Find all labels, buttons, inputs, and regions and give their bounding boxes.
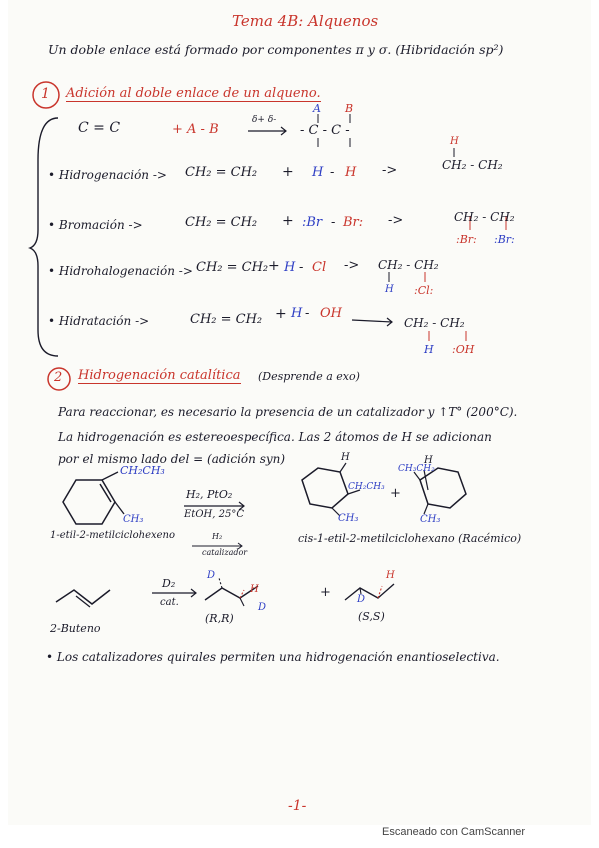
reaction-product: CH₂ - CH₂ — [404, 316, 465, 330]
product-ss-h: H — [386, 570, 395, 581]
product-rr-h: H — [250, 584, 259, 595]
reaction-product: CH₂ - CH₂ — [378, 258, 439, 272]
product-rr-d-top: D — [207, 570, 216, 581]
reaction-plus: + — [282, 213, 294, 229]
reagent-dash: - — [299, 260, 304, 275]
product-sub-right: :Cl: — [414, 284, 434, 297]
product-sub-left: H — [385, 284, 394, 295]
general-reagent: + A - B — [172, 122, 219, 137]
conditions-bottom: EtOH, 25°C — [184, 509, 244, 520]
reagent-dash: - — [330, 165, 335, 180]
closing-note: • Los catalizadores quirales permiten una hidrogenación enantioselectiva. — [46, 650, 500, 664]
general-label-a: A — [313, 102, 321, 115]
product-rr-d-bottom: D — [258, 602, 267, 613]
reaction-product: CH₂ - CH₂ — [454, 210, 515, 224]
2-butene-name: 2-Buteno — [50, 622, 101, 635]
product-ss-d: D — [357, 594, 366, 605]
reactant-name: 1-etil-2-metilciclohexeno — [50, 530, 176, 541]
product-2-h: H — [424, 455, 433, 466]
product-2-ethyl: CH₃CH₂ — [398, 464, 435, 474]
conditions-top: H₂, PtO₂ — [186, 488, 233, 501]
cyclohexene-ring — [63, 480, 115, 524]
reagent-left: H — [284, 260, 296, 275]
reagent-right: Cl — [312, 260, 327, 275]
reaction-name: • Hidratación -> — [48, 314, 150, 328]
reagent-dash: - — [305, 306, 310, 321]
general-label-b: B — [345, 102, 354, 115]
reaction-plus: + — [268, 258, 280, 274]
reactant-substituent-methyl: CH₃ — [123, 514, 144, 525]
reaction-lhs: CH₂ = CH₂ — [196, 260, 269, 275]
product-sub-right: :Br: — [494, 233, 515, 246]
cyclohexane-product-1 — [302, 468, 348, 508]
reaction-lhs: CH₂ = CH₂ — [185, 165, 258, 180]
reaction-name: • Hidrogenación -> — [48, 168, 167, 182]
reaction-plus: + — [282, 164, 294, 180]
reagent-left: H — [291, 306, 303, 321]
reaction-product: CH₂ - CH₂ — [442, 158, 503, 172]
reaction-lhs: CH₂ = CH₂ — [190, 312, 263, 327]
product-sub-right: :OH — [452, 343, 475, 356]
reagent-right: OH — [320, 306, 342, 321]
product-plus-2: + — [320, 585, 331, 600]
section-1-title: Adición al doble enlace de un alqueno. — [66, 86, 321, 101]
reaction-lhs: CH₂ = CH₂ — [185, 215, 258, 230]
product-2-methyl: CH₃ — [420, 514, 441, 525]
reaction-arrow: -> — [382, 163, 398, 178]
reagent-left: :Br — [302, 215, 323, 230]
paragraph-3: por el mismo lado del = (adición syn) — [58, 452, 286, 466]
product-ss-label: (S,S) — [358, 610, 385, 623]
product-top-label: H — [450, 136, 459, 147]
reactant-substituent-ethyl: CH₂CH₃ — [120, 464, 165, 477]
intro-text: Un doble enlace está formado por componentes π y σ. (Hibridación sp²) — [48, 42, 504, 57]
reaction-arrow: -> — [344, 258, 360, 273]
section-2-note: (Desprende a exo) — [258, 370, 360, 383]
product-1-methyl: CH₃ — [338, 513, 359, 524]
paragraph-1: Para reaccionar, es necesario la presencia de un catalizador y ↑T° (200°C). — [58, 405, 518, 419]
reaction-arrow: -> — [388, 213, 404, 228]
cyclohexane-product-2 — [420, 468, 466, 508]
reagent-dash: - — [331, 215, 336, 230]
alt-conditions-top: H₂ — [212, 532, 223, 541]
scanner-watermark: Escaneado con CamScanner — [382, 826, 526, 838]
reaction-name: • Bromación -> — [48, 218, 143, 232]
alt-conditions-bottom: catalizador — [202, 548, 248, 557]
catalyst-label: cat. — [160, 597, 179, 608]
product-sub-left: H — [424, 343, 434, 356]
product-plus: + — [390, 486, 401, 501]
general-arrow-label: δ+ δ- — [252, 115, 277, 125]
reagent-left: H — [312, 165, 324, 180]
reagent-right: Br: — [343, 215, 364, 230]
paragraph-2: La hidrogenación es estereoespecífica. Las 2 átomos de H se adicionan — [58, 430, 492, 444]
general-lhs: C = C — [78, 120, 121, 136]
butane-product-ss — [345, 584, 394, 600]
reaction-plus: + — [275, 306, 287, 322]
page-title: Tema 4B: Alquenos — [232, 12, 379, 30]
reagent-right: H — [345, 165, 357, 180]
product-sub-left: :Br: — [456, 233, 477, 246]
section-2-number: 2 — [54, 370, 63, 385]
d2-reagent: D₂ — [162, 577, 176, 590]
product-1-ethyl: CH₂CH₃ — [348, 482, 385, 492]
reaction-name: • Hidrohalogenación -> — [48, 264, 193, 278]
product-rr-label: (R,R) — [205, 612, 234, 625]
section-2-title: Hidrogenación catalítica — [78, 368, 241, 383]
general-product: - C - C - — [300, 123, 350, 138]
product-1-h: H — [341, 452, 350, 463]
product-name: cis-1-etil-2-metilciclohexano (Racémico) — [298, 532, 522, 545]
page-number: -1- — [288, 798, 307, 814]
section-1-number: 1 — [41, 86, 50, 102]
